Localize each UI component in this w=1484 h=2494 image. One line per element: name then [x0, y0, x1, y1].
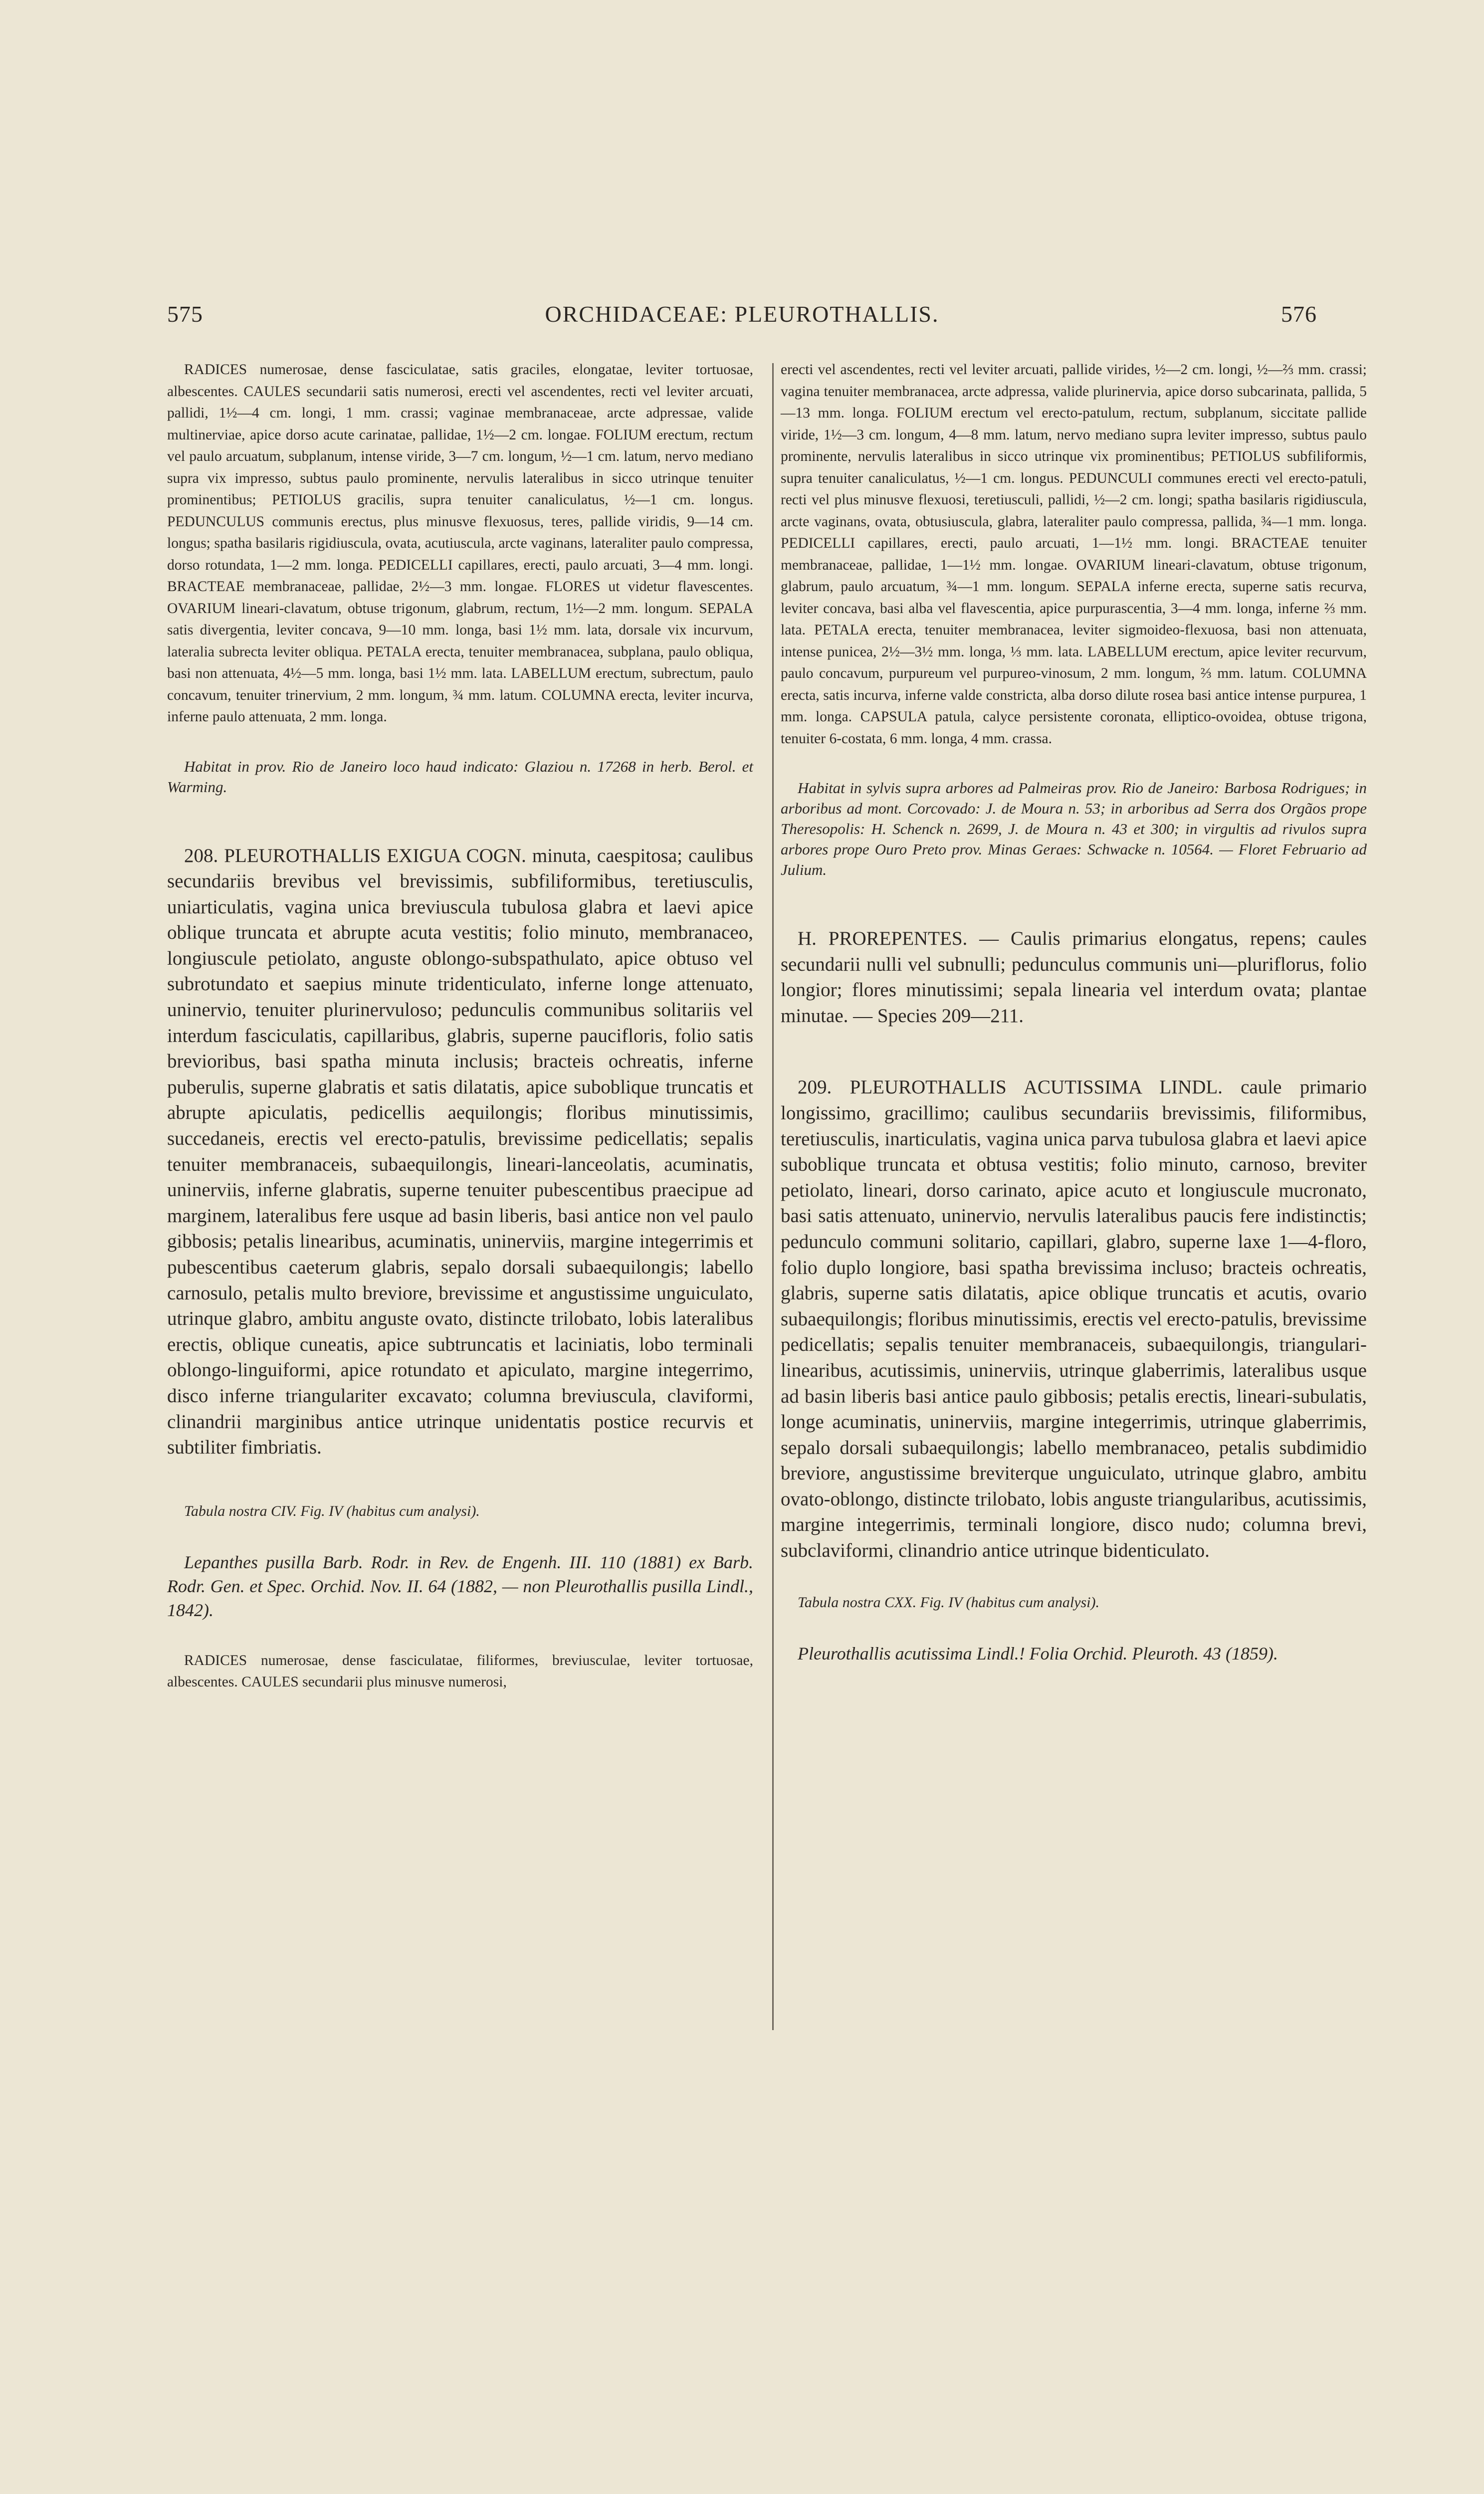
left-column [167, 359, 753, 1693]
paragraph-text: RADICES numerosae, dense fasciculatae, filiformes, breviusculae, leviter tortuosae, albescentes. CAULES secundarii plus minusve numerosi, [167, 1652, 753, 1690]
synonym-208 [167, 1550, 753, 1622]
description-roots-208 [167, 1650, 753, 1693]
habitat-207 [167, 756, 753, 797]
paragraph-text: erecti vel ascendentes, recti vel leviter arcuati, pallide virides, ½—2 cm. longi, ½—⅔ mm. crassi; vagina tenuiter membranacea, arcte adpressa, valide plurinervia, apice dorso subcarinata, pallida, 5—13 mm. longa. FOLIUM erectum vel erecto-patulum, rectum, subplanum, siccitate pallide viride, 1½—3 cm. longum, 4—8 mm. latum, nervo mediano supra leviter impresso, subtus paulo prominente, nervulis lateralibus in sicco utrinque vix prominentibus; PETIOLUS subfiliformis, supra tenuiter canaliculatus, ½—1 cm. longus. PEDUNCULI communes erecti vel erecto-patuli, recti vel plus minusve flexuosi, teretiusculi, pallidi, ½—2 cm. longi; spatha basilaris rigidiuscula, arcte vaginans, ovata, obtusiuscula, glabra, lateraliter paulo compressa, pallida, ¾—1 mm. longa. PEDICELLI capillares, erecti, paulo arcuati, 1—1½ mm. longi. BRACTEAE tenuiter membranaceae, pallidae, 1—1½ mm. longae. OVARIUM lineari-clavatum, obtuse trigonum, glabrum, paulo arcuatum, ¾—1 mm. longum. SEPALA inferne erecta, superne satis recurva, leviter concava, basi alba vel flavescentia, apice purpurascentia, 3—4 mm. longa, inferne ⅔ mm. lata. PETALA erecta, tenuiter membranacea, leviter sigmoideo-flexuosa, basi non attenuata, intense punicea, 2½—3½ mm. longa, ⅓ mm. lata. LABELLUM erectum, apice leviter recurvum, paulo concavum, purpureum vel purpureo-vinosum, 2 mm. longum, ⅔ mm. latum. COLUMNA erecta, satis incurva, inferne valde constricta, alba dorso dilute rosea basi antice intense purpurea, 1 mm. longa. CAPSULA patula, calyce persistente coronata, elliptico-ovoidea, obtuse trigona, tenuiter 6-costata, 6 mm. longa, 4 mm. crassa. [781, 362, 1367, 747]
paragraph-text: Habitat in sylvis supra arbores ad Palmeiras prov. Rio de Janeiro: Barbosa Rodrigues; in arboribus ad mont. Corcovado: J. de Moura n. 53; in arboribus ad Serra dos Orgãos prope Theresopolis: H. Schenck n. 2699, J. de Moura n. 43 et 300; in virgultis ad rivulos supra arbores prope Ouro Preto prov. Minas Geraes: Schwacke n. 10564. — Floret Februario ad Julium. [781, 779, 1367, 878]
paragraph-text: 209. PLEUROTHALLIS ACUTISSIMA LINDL. caule primario longissimo, gracillimo; caulibus secundariis brevissimis, filiformibus, teretiusculis, inarticulatis, vagina unica parva tubulosa glabra et laevi apice suboblique truncata et obtusa vestitis; folio minuto, carnoso, breviter petiolato, lineari, dorso carinato, apice acuto et longiuscule mucronato, basi satis attenuato, uninervio, nervulis lateralibus paucis fere indistinctis; pedunculo communi solitario, capillari, glabro, superne laxe 1—4-floro, folio duplo longiore, basi spatha brevissima incluso; bracteis ochreatis, glabris, superne satis dilatatis, apice oblique truncatis et acutis, ovario subaequilongis; floribus minutissimis, erectis vel erecto-patulis, brevissime pedicellatis; sepalis tenuiter membranaceis, subaequilongis, triangulari-linearibus, acutissimis, uninerviis, utrinque glaberrimis, lateralibus usque ad basin liberis basi antice paulo gibbosis; petalis erectis, lineari-subulatis, longe acuminatis, uninerviis, margine integerrimis, utrinque glaberrimis, sepalo dorsali subaequilongis; labello membranaceo, petalis subdimidio breviore, angustissime breviterque unguiculato, utrinque glabro, ambitu ovato-oblongo, distincte trilobato, lobis anguste triangularibus, acutissimis, margine integerrimis, terminali longiore, disco nudo; columna brevi, subclaviformi, clinandrio antice utrinque bidenticulato. [781, 1076, 1367, 1562]
synonym-209 [781, 1642, 1367, 1665]
paragraph-text: H. PROREPENTES. — Caulis primarius elongatus, repens; caules secundarii nulli vel subnulli; pedunculus communis uni—pluriflorus, folio longior; flores minutissimi; sepala linearia vel interdum ovata; plantae minutae. — Species 209—211. [781, 928, 1367, 1027]
species-209-diagnosis [781, 1074, 1367, 1563]
species-208-diagnosis [167, 843, 753, 1460]
right-column [781, 359, 1367, 1665]
running-header [167, 301, 1317, 336]
description-roots-207 [167, 359, 753, 728]
paragraph-text: 208. PLEUROTHALLIS EXIGUA COGN. minuta, caespitosa; caulibus secundariis brevibus vel brevissimis, subfiliformibus, teretiusculis, uniarticulatis, vagina unica breviuscula tubulosa glabra et laevi apice oblique truncata et abrupte acuta vestitis; folio minuto, membranaceo, longiuscule petiolato, anguste oblongo-subspathulato, apice obtuso vel subrotundato et saepius minute tridenticulato, inferne longe attenuato, uninervio, tenuiter plurinervuloso; pedunculis communibus solitariis vel interdum fasciculatis, capillaribus, glabris, superne paucifloris, folio satis brevioribus, basi spatha minuta inclusis; bracteis ochreatis, inferne puberulis, superne glabratis et satis dilatatis, apice suboblique truncatis et abrupte apiculatis, pedicellis aequilongis; floribus minutissimis, succedaneis, erectis vel erecto-patulis, brevissime pedicellatis; sepalis tenuiter membranaceis, subaequilongis, lineari-lanceolatis, acuminatis, uninerviis, inferne glabratis, superne tenuiter pubescentibus praecipue ad marginem, lateralibus fere usque ad basin liberis, basi antice non vel paulo gibbosis; petalis linearibus, acuminatis, uninerviis, margine integerrimis et pubescentibus caeterum glabris, sepalo dorsali subaequilongis; labello carnosulo, petalis multo breviore, brevissime et angustissime unguiculato, utrinque glabro, ambitu anguste ovato, distincte trilobato, lobis lateralibus erectis, oblique cuneatis, apice subtruncatis et laciniatis, lobo terminali oblongo-linguiformi, apice rotundato et apiculato, margine integerrimo, disco inferne triangulariter excavato; columna breviuscula, claviformi, clinandrii marginibus antice utrinque unidentatis postice recurvis et subtiliter fimbriatis. [167, 844, 753, 1458]
habitat-208 [781, 778, 1367, 880]
column-divider [772, 363, 774, 2030]
paragraph-text: RADICES numerosae, dense fasciculatae, satis graciles, elongatae, leviter tortuosae, albescentes. CAULES secundarii satis numerosi, erecti vel ascendentes, recti vel leviter arcuati, pallidi, 1½—4 cm. longi, 1 mm. crassi; vaginae membranaceae, arcte adpressae, valide multinerviae, apice dorso acute carinatae, pallidae, 1½—2 cm. longae. FOLIUM erectum, rectum vel paulo arcuatum, subplanum, intense viride, 3—7 cm. longum, ½—1 cm. latum, nervo mediano supra vix impresso, subtus paulo prominente, nervulis lateralibus in sicco utrinque tenuiter prominentibus; PETIOLUS gracilis, supra tenuiter canaliculatus, ½—1 cm. longus. PEDUNCULUS communis erectus, plus minusve flexuosus, teres, pallide viridis, 9—14 cm. longus; spatha basilaris rigidiuscula, ovata, acutiuscula, arcte vaginans, lateraliter paulo compressa, dorso rotundata, 1—2 mm. longa. PEDICELLI capillares, erecti, paulo arcuati, 3—4 mm. longi. BRACTEAE membranaceae, pallidae, 2½—3 mm. longae. FLORES ut videtur flavescentes. OVARIUM lineari-clavatum, obtuse trigonum, glabrum, rectum, 1½—2 mm. longum. SEPALA satis divergentia, leviter concava, 9—10 mm. longa, basi 1½ mm. lata, dorsale vix incurvum, lateralia subrecta leviter obliqua. PETALA erecta, tenuiter membranacea, subplana, paulo obliqua, basi non attenuata, 4½—5 mm. longa, basi 1½ mm. lata. LABELLUM erectum, subrectum, paulo concavum, tenuiter trinervium, 2 mm. longum, ¾ mm. latum. COLUMNA erecta, leviter incurva, inferne paulo attenuata, 2 mm. longa. [167, 362, 753, 725]
tabula-208: Tabula nostra CIV. Fig. IV (habitus cum analysi). [184, 1502, 480, 1519]
page-number-left: 575 [167, 301, 203, 327]
paragraph-text: Habitat in prov. Rio de Janeiro loco haud indicato: Glaziou n. 17268 in herb. Berol. et Warming. [167, 757, 753, 796]
section-prorepentes [781, 926, 1367, 1029]
page-number-right: 576 [1281, 301, 1317, 327]
tabula-209: Tabula nostra CXX. Fig. IV (habitus cum analysi). [798, 1594, 1100, 1611]
description-stems-208 [781, 359, 1367, 750]
paragraph-text: Pleurothallis acutissima Lindl.! Folia Orchid. Pleuroth. 43 (1859). [798, 1643, 1278, 1663]
running-title: ORCHIDACEAE: PLEUROTHALLIS. [545, 301, 939, 327]
paragraph-text: Lepanthes pusilla Barb. Rodr. in Rev. de Engenh. III. 110 (1881) ex Barb. Rodr. Gen. et Spec. Orchid. Nov. II. 64 (1882, — non Pleurothallis pusilla Lindl., 1842). [167, 1552, 753, 1620]
